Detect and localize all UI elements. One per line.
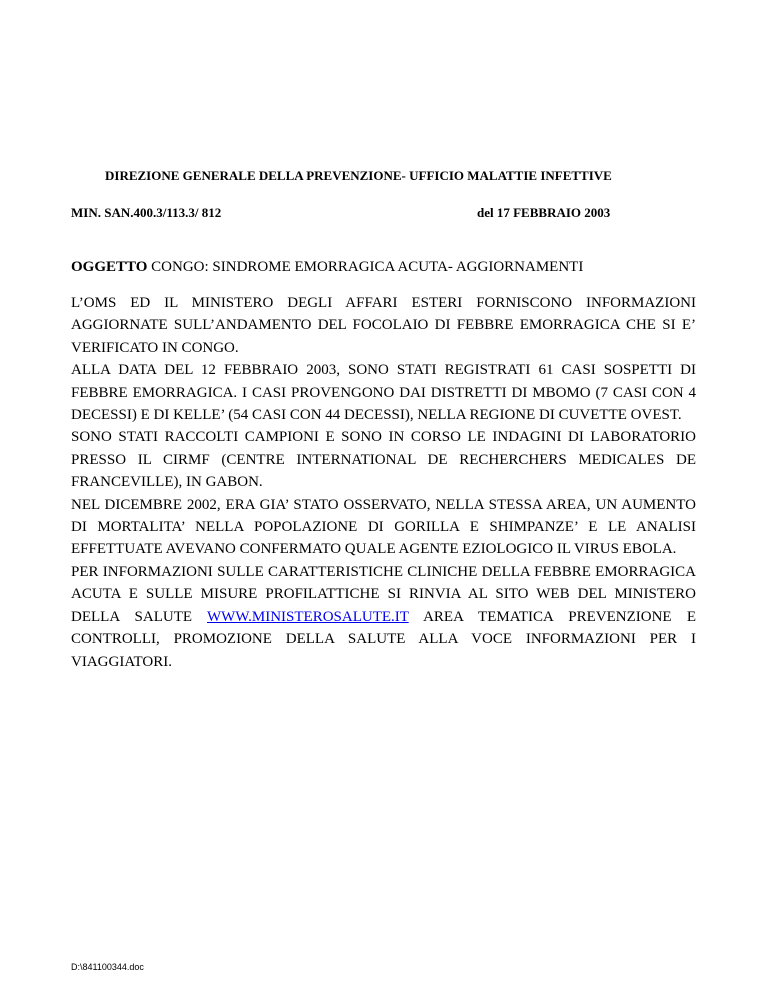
ministry-website-link[interactable]: WWW.MINISTEROSALUTE.IT — [207, 608, 409, 625]
paragraph-ebola-history: NEL DICEMBRE 2002, ERA GIA’ STATO OSSERVATO, NELLA STESSA AREA, UN AUMENTO DI MORTALITA’ NELLA POPOLAZIONE DI GORILLA E SHIMPANZE’ E LE ANALISI EFFETTUATE AVEVANO CONFERMATO QUALE AGENTE EZIOLOGICO IL VIRUS EBOLA. — [71, 496, 696, 558]
document-date: del 17 FEBBRAIO 2003 — [477, 205, 611, 220]
paragraph-lab-samples: SONO STATI RACCOLTI CAMPIONI E SONO IN CORSO LE INDAGINI DI LABORATORIO PRESSO IL CIRMF (CENTRE INTERNATIONAL DE RECHERCHERS MEDICALES DE FRANCEVILLE), IN GABON. — [71, 429, 696, 491]
subject-label: OGGETTO — [71, 259, 148, 275]
subject-text: CONGO: SINDROME EMORRAGICA ACUTA- AGGIORNAMENTI — [147, 259, 584, 275]
paragraph-more-info — [71, 561, 696, 673]
subject-line — [71, 259, 583, 276]
paragraph-case-count: ALLA DATA DEL 12 FEBBRAIO 2003, SONO STATI REGISTRATI 61 CASI SOSPETTI DI FEBBRE EMORRAGICA. I CASI PROVENGONO DAI DISTRETTI DI MBOMO (7 CASI CON 4 DECESSI) E DI KELLE’ (54 CASI CON 44 DECESSI), NELLA REGIONE DI CUVETTE OVEST. — [71, 362, 696, 424]
document-body — [71, 292, 696, 673]
protocol-number: MIN. SAN.400.3/113.3/ 812 — [71, 205, 222, 220]
paragraph-oms-update: L’OMS ED IL MINISTERO DEGLI AFFARI ESTERI FORNISCONO INFORMAZIONI AGGIORNATE SULL’ANDAMENTO DEL FOCOLAIO DI FEBBRE EMORRAGICA CHE SI E’ VERIFICATO IN CONGO. — [71, 295, 696, 356]
more-info-text-after: AREA TEMATICA PREVENZIONE E CONTROLLI, PROMOZIONE DELLA SALUTE ALLA VOCE INFORMAZIONI PER I VIAGGIATORI. — [71, 608, 696, 670]
footer-filename: D:\841100344.doc — [71, 962, 144, 972]
more-info-text-before: PER INFORMAZIONI SULLE CARATTERISTICHE CLINICHE DELLA FEBBRE EMORRAGICA ACUTA E SULLE MISURE PROFILATTICHE SI RINVIA AL SITO WEB DEL MINISTERO DELLA SALUTE — [71, 563, 696, 625]
department-header: DIREZIONE GENERALE DELLA PREVENZIONE- UFFICIO MALATTIE INFETTIVE — [105, 168, 612, 183]
